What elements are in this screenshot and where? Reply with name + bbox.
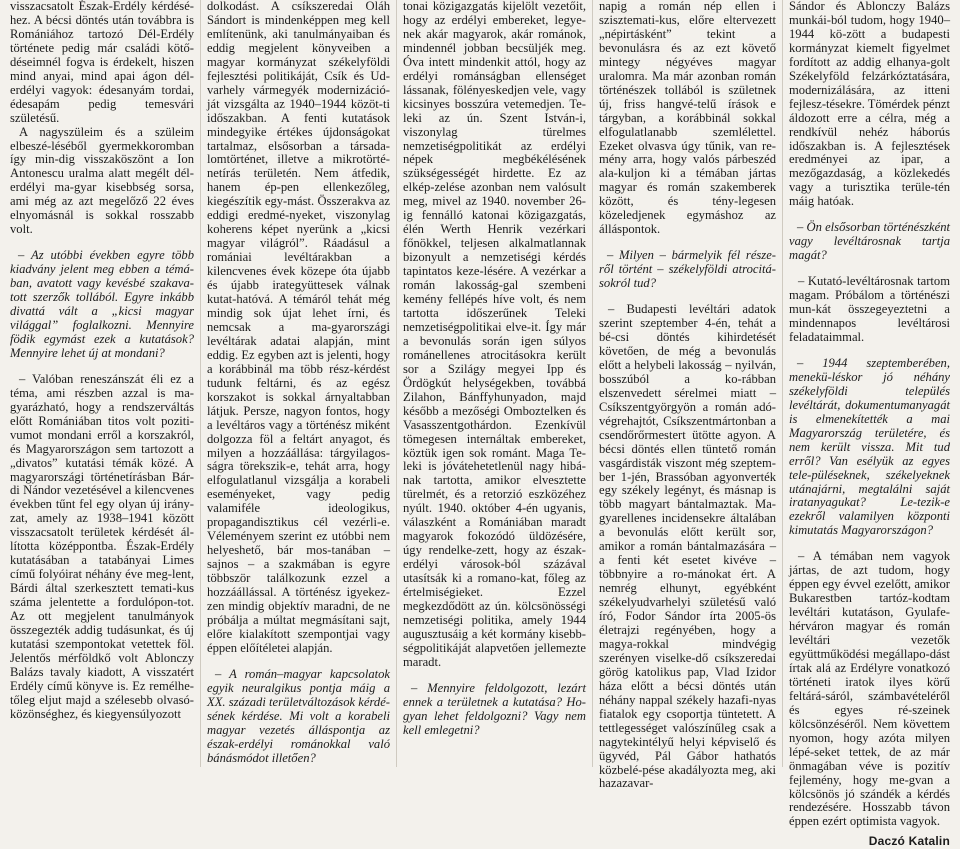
- article-paragraph: – A témában nem vagyok jártas, de azt tudom, hogy éppen egy évvel ezelőtt, amikor Bukarestben tartóz-kodtam levéltári kutatáson, Gyulafe-hérváron magyar és román levéltári vezetők együttműködési megállapo-dást írtak alá az Erdélyre vonatkozó történeti iratok ilyes körű feltárá-sáról, számbavételéről és egyes ré-szeinek kölcsönzéséről. Nem követtem nyomon, hogy azóta milyen lépé-seket tettek, de az már önmagában véve is pozitív fejlemény, hogy me-gvan a kölcsönös jó szándék a kérdés rendezésére. Hosszabb távon éppen ezért optimista vagyok.: [789, 549, 950, 829]
- interview-question: – 1944 szeptemberében, menekü-léskor jó néhány székelyföldi település levéltárát, dokumentumanyagát is elmenekítették a mai Magyarország területére, és nem került vissza. Mit tud erről? Van esélyük az egyes tele-püléseknek, székelyeknek utánajárni, megtalálni saját iratanyagukat? Le-tezik-e ezekről valamilyen központi kimutatás Magyarországon?: [789, 355, 950, 538]
- interview-question: – Az utóbbi években egyre több kiadvány jelent meg ebben a témá-ban, avatott vagy kevésbé szakava-tott szerzők tollából. Egyre inkább divattá vált a „kicsi magyar világgal” foglalkozni. Mennyire födik egymást ezek a kutatások? Mennyire lehet új at mondani?: [10, 248, 194, 360]
- interview-question: – Milyen – bármelyik fél része-ről történt – székelyföldi atrocitá-sokról tud?: [599, 248, 776, 291]
- article-paragraph: Sándor és Ablonczy Balázs munkái-ból tudom, hogy 1940–1944 kö-zött a budapesti kormányzat kiemelt figyelmet fordított az addig elhanya-golt Székelyföld felzárkóztatására, modernizálására, az itteni fejlesz-tésekre. Tömérdek pénzt áldozott erre a célra, még a rendkívül nehéz háborús időszakban is. A fejlesztések eredményei az ipar, a mezőgazdaság, a közlekedés vagy a turisztika terüle-tén máig hatóak.: [789, 0, 950, 209]
- article-column-2: [200, 0, 396, 767]
- article-paragraph: dolkodást. A csíkszeredai Oláh Sándort is mindenképpen meg kell említenünk, aki tanulmányaiban és eddig megjelent könyveiben a magyar kormányzat székelyföldi fejlesztési politikáját, Csík és Ud-varhely vármegyék modernizáció-ját vizsgálta az 1940–1944 közöt-ti időszakban. A fenti kutatások mindegyike értékes újdonságokat tartalmaz, elsősorban a társada-lomtörténet, illetve a mikrotörté-netírás területén. Nem átfedik, hanem ép-pen ellenkezőleg, kiegészítik egy-mást. Összerakva az eddigi eredmé-nyeket, viszonylag koherens képet nyerünk a „kicsi magyar világról”. Ráadásul a romániai levéltárakban a kilencvenes évek közepe óta újabb és újabb irategyüttesek válnak kutat-hatóvá. A témáról tehát még mindig sok újat lehet írni, és nemcsak a ma-gyarországi levéltárak adatai alapján, mint eddig. Ez egyben azt is jelenti, hogy a korábbinál ma több rész-kérdést tudunk feltárni, és az egész korszakot is sokkal árnyaltabban látjuk. Persze, nagyon fontos, hogy a levéltáros vagy a történész miként dolgozza föl a feltárt anyagot, és milyen a hozzáállása: tárgyilagos-ságra törekszik-e, tehát arra, hogy elfogulatlanul vizsgálja a korabeli eseményeket, vagy pedig valamiféle ideologikus, propagandisztikus cél vezérli-e. Véleményem szerint ez utóbbi nem helyeshető, bár mos-tanában – sajnos – a szakmában is egyre többször találkozunk ezzel a hozzáállással. A történész igyekez-zen mindig objektív maradni, de ne próbálja a múltat megmásítani sajt, előre kialakított szempontjai vagy éppen előítéletei alapján.: [207, 0, 390, 655]
- article-column-1: [4, 0, 200, 767]
- author-signature: Daczó Katalin: [868, 834, 950, 849]
- article-paragraph: visszacsatolt Észak-Erdély kérdésé-hez. A bécsi döntés után továbbra is Romániához tartozó Dél-Erdély története pedig már családi kötő-déseimnél fogva is érdekelt, hiszen mind anyai, mind apai ágon dél-erdélyi vagyok: édesanyám tordai, édesapám pedig temesvári születésű.: [10, 0, 194, 125]
- interview-question: – Ön elsősorban történészként vagy levéltárosnak tartja magát?: [789, 220, 950, 263]
- article-paragraph: – Budapesti levéltári adatok szerint szeptember 4-én, tehát a bé-csi döntés kihirdetését követően, de még a bevonulás előtt a helybeli lakosság – nyilván, bosszúból a ko-rábban elszenvedett sérelmei miatt – Csíkszentgyörgyön a román adó-végrehajtót, Csíkszentmártonban a csendőrőrmestert ütötte agyon. A bécsi döntés ellen tüntető román vasgárdisták viszont még szeptem-ber 1-jén, Brassóban agyonverték egy székely legényt, és másnap is több magyart bántalmaztak. Ma-gyarellenes incidensekre általában a bevonulás előtt került sor, amikor a román bántalmazására – a fenti két esetet kivéve – többnyire a ro-mánokat ért. A nemrég elhunyt, egyébként székelyudvarhelyi születésű való író, Fodor Sándor írta 2005-ös életrajzi regényében, hogy a magya-rokkal mindvégig szerényen viselke-dő csíkszeredai görög katolikus pap, Vlad Izidor háza előtt a bécsi döntés után néhány nappal székely hazafi-nyas fiatalok egy csoportja tüntetett. A tettlegességet valószínűleg csak a nagytekintélyű helyi képviselő és ügyvéd, Pál Gábor hathatós közbelé-pése akadályozta meg, aki hazazavar-: [599, 302, 776, 791]
- article-paragraph: – Valóban reneszánszát éli ez a téma, ami részben azzal is ma-gyarázható, hogy a rendszerváltás előtt Romániában titos volt poziti-vumot mondani erről a korszakról, és Magyarországon sem tartozott a „divatos” kutatási témák közé. A magyarországi történetírásban Bár-di Nándor vezetésével a kilencvenes években tűnt fel egy olyan új irány-zat, amely az 1938–1941 között visszacsatolt területek kérdését ál-lította középpontba. Észak-Erdély kutatásában a tatabányai Limes című folyóirat néhány éve meg-lent, Bárdi által szerkesztett temati-kus száma jelentette a fordulópon-tot. Az ott megjelent tanulmányok összegezték addig tudásunkat, és új kutatási szempontokat vetettek föl. Jelentős mérföldkő volt Ablonczy Balázs tavaly kiadott, A visszatért Erdély című könyve is. Ez remélhe-tőleg eljut majd a szélesebb olvasó-közönséghez, és kiegyensúlyozott: [10, 371, 194, 721]
- article-paragraph: napig a román nép ellen i szisztemati-kus, előre eltervezett „népirtásként” tekint a bevonulásra és az ezt követő mintegy négyéves magyar uralomra. Ma már azonban román történészek tollából is születnek új, friss hangvé-telű írások e tárgyban, a korábbinál sokkal elfogulatlanabb szemlélettel. Ezeket olvasva úgy tűnik, van re-mény arra, hogy valós párbeszéd ala-kuljon ki a témában jártas magyar és román szakemberek között, és tény-legesen közeledjenek egymáshoz az álláspontok.: [599, 0, 776, 237]
- article-paragraph: – Kutató-levéltárosnak tartom magam. Próbálom a történészi mun-kát összegeyeztetni a mindennapos levéltárosi feladataimmal.: [789, 274, 950, 344]
- interview-question: – Mennyire feldolgozott, lezárt ennek a területnek a kutatása? Ho-gyan lehet feldolgozni? Vagy nem kell emlegetni?: [403, 680, 586, 737]
- article-paragraph: tonai közigazgatás kijelölt vezetőit, hogy az erdélyi embereket, legye-nek akár magyarok, akár románok, mindennél jobban becsüljék meg. Óva intett mindenkit attól, hogy az erdélyi románságban ellenséget lássanak, fölényeskedjen vele, vagy kicsinyes bosszúra vetemedjen. Te-leki az ún. Szent István-i, viszonylag türelmes nemzetiségpolitikát az erdélyi népek megbékélésének szükségességét hirdette. Ez az elkép-zelése azonban nem valósult meg, mivel az 1940. november 26-ig fennálló katonai közigazgatás, élén Werth Henrik vezérkari főnökkel, teljesen alkalmatlannak bizonyult a nemzetiségi kérdés tapintatos keze-lésére. A vezérkar a román lakosság-gal szembeni kemény fellépés híve volt, és nem tartotta időszerűnek Teleki nemzetiségpolitikai elve-it. Így már a bevonulás során igen súlyos románellenes atrocitásokra került sor a Szilágy megyei Ipp és Ördögkút helységekben, továbbá Zilahon, Bánffyhunyadon, majd később a mezőségi Omboztelken és Vasasszentgothárdon. Ezenkívül tömegesen internáltak embereket, köztük igen sok románt. Maga Te-leki is jóvátehetetlenül nagy hibá-nak tartotta, amikor elvesztette türelmét, és a retorzió eszközéhez nyúlt. 1940. október 4-én ugyanis, válaszként a Romániában maradt magyarok fokozódó üldözésére, úgy rendelke-zett, hogy az észak-erdélyi városok-ból százával utasítsák ki a romano-kat, főleg az értelmiségieket. Ezzel megkezdődött az ún. kölcsönösségi nemzetiségi politika, amely 1944 augusztusáig a két kormány kisebb-ségpolitikáját alapvetően jellemezte maradt.: [403, 0, 586, 669]
- article-paragraph: A nagyszüleim és a szüleim elbeszé-léséből gyermekkoromban így min-dig visszaköszönt a Ion Antonescu uralma alatt megélt dél-erdélyi ma-gyar kisebbség sorsa, ami még az azt megelőző 22 éves elnyomásnál is sokkal rosszabb volt.: [10, 124, 194, 237]
- interview-question: – A román–magyar kapcsolatok egyik neuralgikus pontja máig a XX. századi területváltozások kérdé-sének kérdése. Mi volt a korabeli magyar vezetés álláspontja az észak-erdélyi románokkal való bánásmódot illetően?: [207, 666, 390, 765]
- article-column-4: [592, 0, 782, 791]
- article-column-5: [782, 0, 956, 849]
- article-column-3: [396, 0, 592, 767]
